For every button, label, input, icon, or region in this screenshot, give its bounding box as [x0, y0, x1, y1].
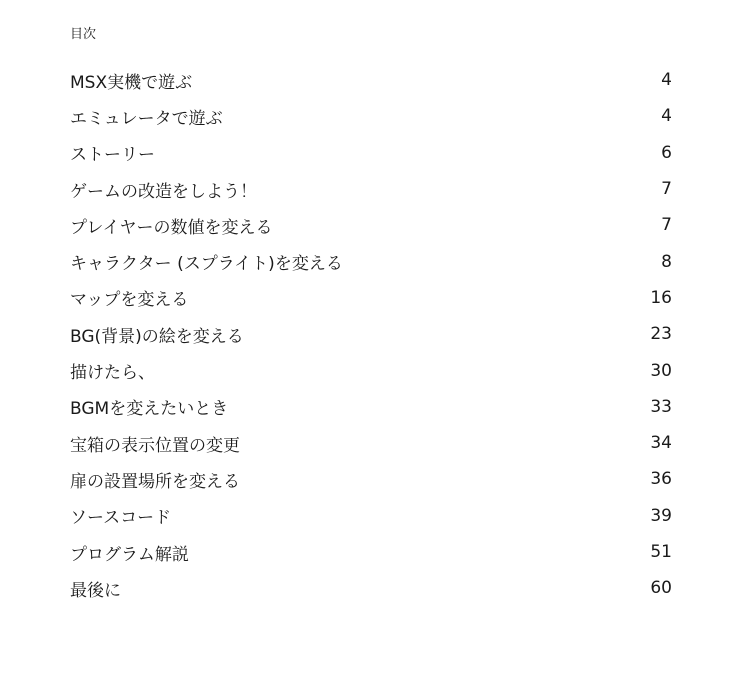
toc-entry-page: 6 [661, 142, 672, 163]
toc-entry[interactable] [70, 135, 672, 171]
toc-entry-title: 最後に [70, 580, 121, 601]
toc-entry[interactable] [70, 62, 672, 98]
toc-entry-title: ソースコード [70, 508, 172, 529]
toc-entry-title: プレイヤーの数値を変える [70, 217, 273, 238]
toc-entry-title: 扉の設置場所を変える [70, 471, 240, 492]
toc-entry-title: プログラム解説 [70, 544, 189, 565]
toc-entry[interactable] [70, 280, 672, 316]
toc-heading: 目次 [70, 27, 97, 42]
toc-entry-page: 36 [650, 469, 672, 490]
toc-list [70, 62, 672, 606]
toc-entry-page: 34 [650, 433, 672, 454]
toc-entry-page: 16 [650, 287, 672, 308]
toc-entry[interactable] [70, 316, 672, 352]
toc-entry-page: 39 [650, 505, 672, 526]
table-of-contents [70, 26, 672, 606]
toc-entry-page: 4 [661, 106, 672, 127]
toc-entry[interactable] [70, 425, 672, 461]
toc-entry-title: マップを変える [70, 290, 189, 311]
toc-entry[interactable] [70, 352, 672, 388]
toc-entry[interactable] [70, 461, 672, 497]
toc-entry-title: ゲームの改造をしよう！ [70, 181, 257, 202]
toc-entry[interactable] [70, 171, 672, 207]
toc-entry-title: BG(背景)の絵を変える [70, 326, 244, 347]
toc-entry-title: キャラクター (スプライト)を変える [70, 254, 343, 275]
toc-entry-page: 8 [661, 251, 672, 272]
toc-entry-page: 33 [650, 396, 672, 417]
toc-entry-title: 描けたら、 [70, 363, 155, 384]
toc-entry-page: 23 [650, 324, 672, 345]
toc-entry[interactable] [70, 207, 672, 243]
toc-entry-title: 宝箱の表示位置の変更 [70, 435, 240, 456]
toc-entry-page: 51 [650, 542, 672, 562]
toc-entry-page: 4 [661, 70, 672, 91]
toc-entry-title: エミュレータで遊ぶ [70, 108, 223, 129]
toc-entry[interactable] [70, 534, 672, 570]
toc-entry-page: 60 [650, 578, 672, 599]
toc-entry-page: 30 [650, 360, 672, 381]
toc-entry[interactable] [70, 570, 672, 606]
toc-entry-title: MSX実機で遊ぶ [70, 72, 193, 93]
toc-entry[interactable] [70, 389, 672, 425]
toc-entry-page: 7 [661, 215, 672, 236]
toc-entry[interactable] [70, 98, 672, 134]
toc-entry-page: 7 [661, 179, 672, 200]
toc-entry-title: BGMを変えたいとき [70, 399, 229, 420]
toc-entry[interactable] [70, 498, 672, 534]
toc-entry-title: ストーリー [70, 145, 155, 166]
toc-entry[interactable] [70, 243, 672, 279]
